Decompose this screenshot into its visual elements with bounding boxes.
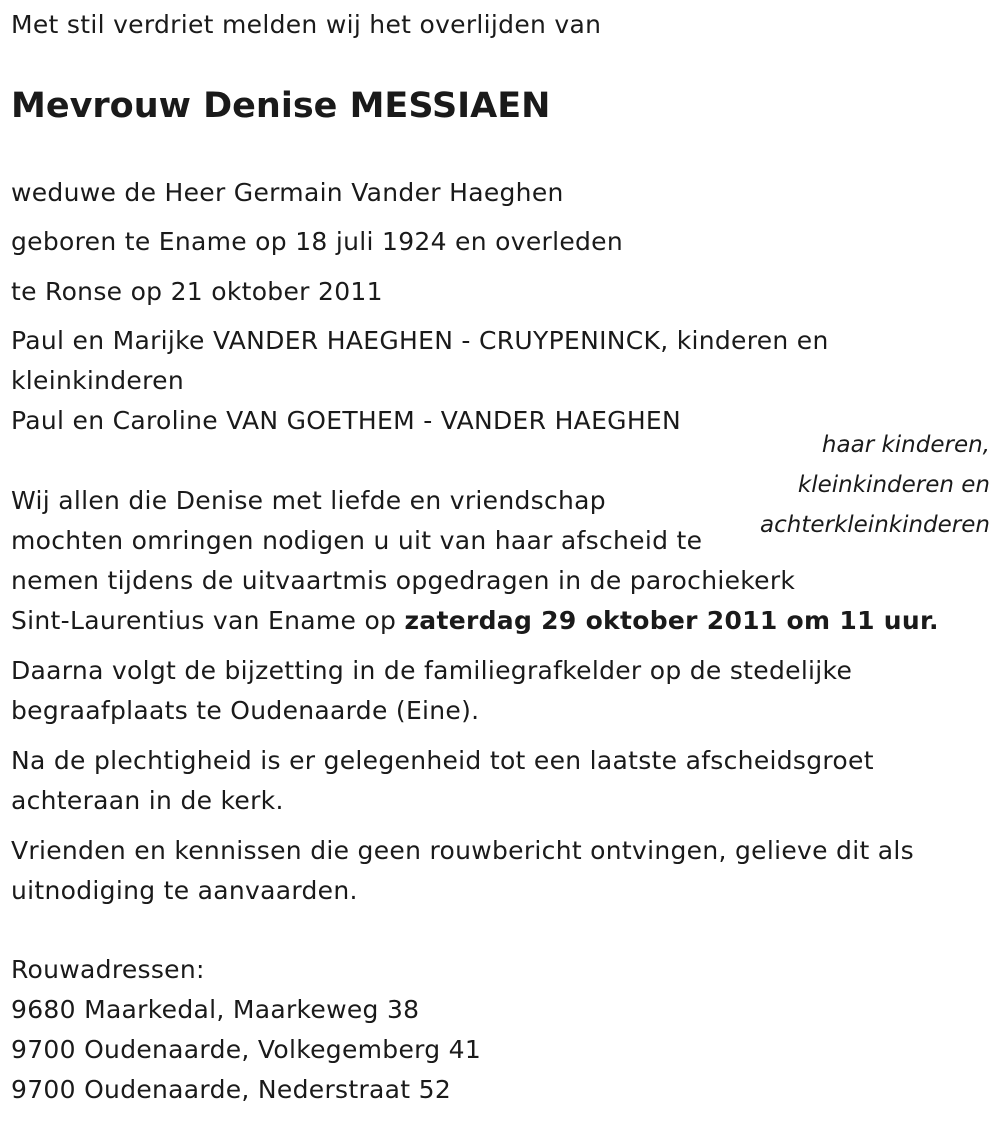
invitation-line-1: Wij allen die Denise met liefde en vriendschap — [11, 486, 606, 515]
addresses-label: Rouwadressen: — [11, 955, 205, 984]
family-line-1b: kleinkinderen — [11, 366, 184, 395]
address-1: 9680 Maarkedal, Maarkeweg 38 — [11, 995, 420, 1024]
invitation-line-2: mochten omringen nodigen u uit van haar afscheid te — [11, 526, 703, 555]
farewell-line-2: achteraan in de kerk. — [11, 786, 284, 815]
family-line-2: Paul en Caroline VAN GOETHEM - VANDER HAEGHEN — [11, 406, 682, 435]
burial-line-1: Daarna volgt de bijzetting in de familiegrafkelder op de stedelijke — [11, 656, 853, 685]
address-3: 9700 Oudenaarde, Nederstraat 52 — [11, 1075, 452, 1104]
farewell-line-1: Na de plechtigheid is er gelegenheid tot een laatste afscheidsgroet — [11, 746, 874, 775]
burial-line-2: begraafplaats te Oudenaarde (Eine). — [11, 696, 480, 725]
funeral-date: zaterdag 29 oktober 2011 om 11 uur. — [404, 606, 939, 635]
family-relation-2: kleinkinderen en — [797, 472, 990, 498]
family-relation-1: haar kinderen, — [821, 432, 990, 458]
invitation-line-3: nemen tijdens de uitvaartmis opgedragen in de parochiekerk — [11, 566, 796, 595]
friends-line-2: uitnodiging te aanvaarden. — [11, 876, 358, 905]
intro-text: Met stil verdriet melden wij het overlijden van — [11, 10, 602, 39]
address-2: 9700 Oudenaarde, Volkegemberg 41 — [11, 1035, 482, 1064]
invitation-line-4 — [11, 601, 939, 641]
deceased-name: Mevrouw Denise MESSIAEN — [11, 86, 551, 126]
detail-death: te Ronse op 21 oktober 2011 — [11, 277, 383, 306]
detail-birth: geboren te Ename op 18 juli 1924 en overleden — [11, 227, 623, 256]
family-relation-3: achterkleinkinderen — [760, 512, 990, 538]
family-line-1: Paul en Marijke VANDER HAEGHEN - CRUYPENINCK, kinderen en — [11, 326, 829, 355]
detail-widow: weduwe de Heer Germain Vander Haeghen — [11, 178, 564, 207]
invitation-location: Sint-Laurentius van Ename op — [11, 606, 405, 635]
friends-line-1: Vrienden en kennissen die geen rouwbericht ontvingen, gelieve dit als — [11, 836, 914, 865]
